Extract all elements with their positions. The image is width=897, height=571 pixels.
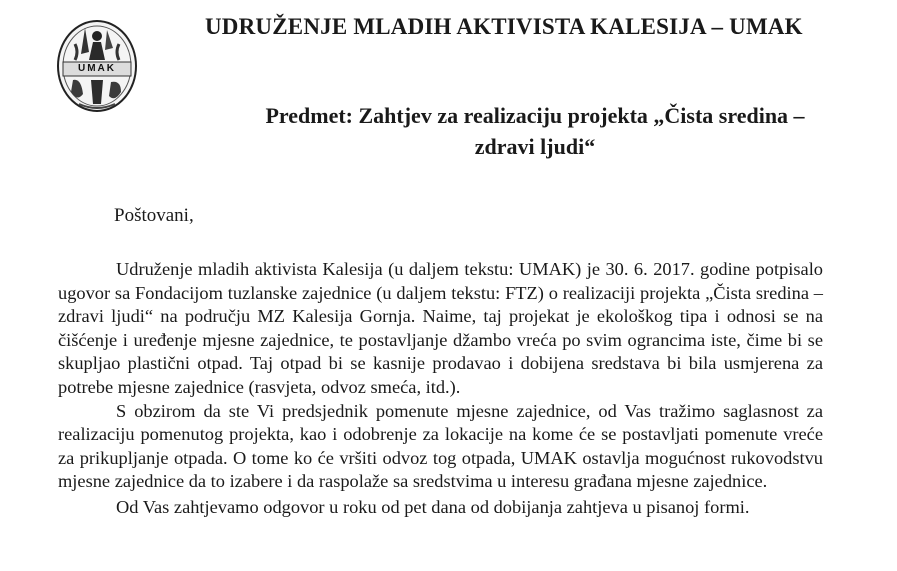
umak-logo: [55, 18, 139, 114]
subject-line-1: Predmet: Zahtjev za realizaciju projekta „Čista sredina –: [265, 103, 805, 128]
greeting: Poštovani,: [114, 205, 194, 226]
subject-line-2: zdravi ljudi“: [474, 134, 596, 159]
logo-text: UMAK: [78, 63, 116, 74]
subject-heading: [180, 100, 890, 162]
paragraph: Od Vas zahtjevamo odgovor u roku od pet dana od dobijanja zahtjeva u pisanoj formi.: [116, 496, 750, 517]
organization-title: UDRUŽENJE MLADIH AKTIVISTA KALESIJA – UMAK: [205, 14, 803, 39]
paragraph: Udruženje mladih aktivista Kalesija (u daljem tekstu: UMAK) je 30. 6. 2017. godine potpisalo ugovor sa Fondacijom tuzlanske zajednice (u daljem tekstu: FTZ) o realizaciji projekta „Čista sredina – zdravi ljudi“ na području MZ Kalesija Gornja. Naime, taj projekat je ekološkog tipa i odnosi se na čišćenje i uređenje mjesne zajednice, te postavljanje džambo vreća po svim ograncima iste, čime bi se skupljao plastični otpad. Taj otpad bi se kasnije prodavao i dobijena sredstava bi bila usmjerena za potrebe mjesne zajednice (rasvjeta, odvoz smeća, itd.).: [58, 259, 823, 397]
paragraph: S obzirom da ste Vi predsjednik pomenute mjesne zajednice, od Vas tražimo saglasnost za realizaciju pomenutog projekta, kao i odobrenje za lokacije na kome će se postavljati pomenute vreće za prikupljanje otpada. O tome ko će vršiti odvoz tog otpada, UMAK ostavlja mogućnost rukovodstvu mjesne zajednice da to izabere i da raspolaže sa sredstvima u interesu građana mjesne zajednice.: [58, 400, 823, 492]
letter-body: [58, 258, 823, 520]
